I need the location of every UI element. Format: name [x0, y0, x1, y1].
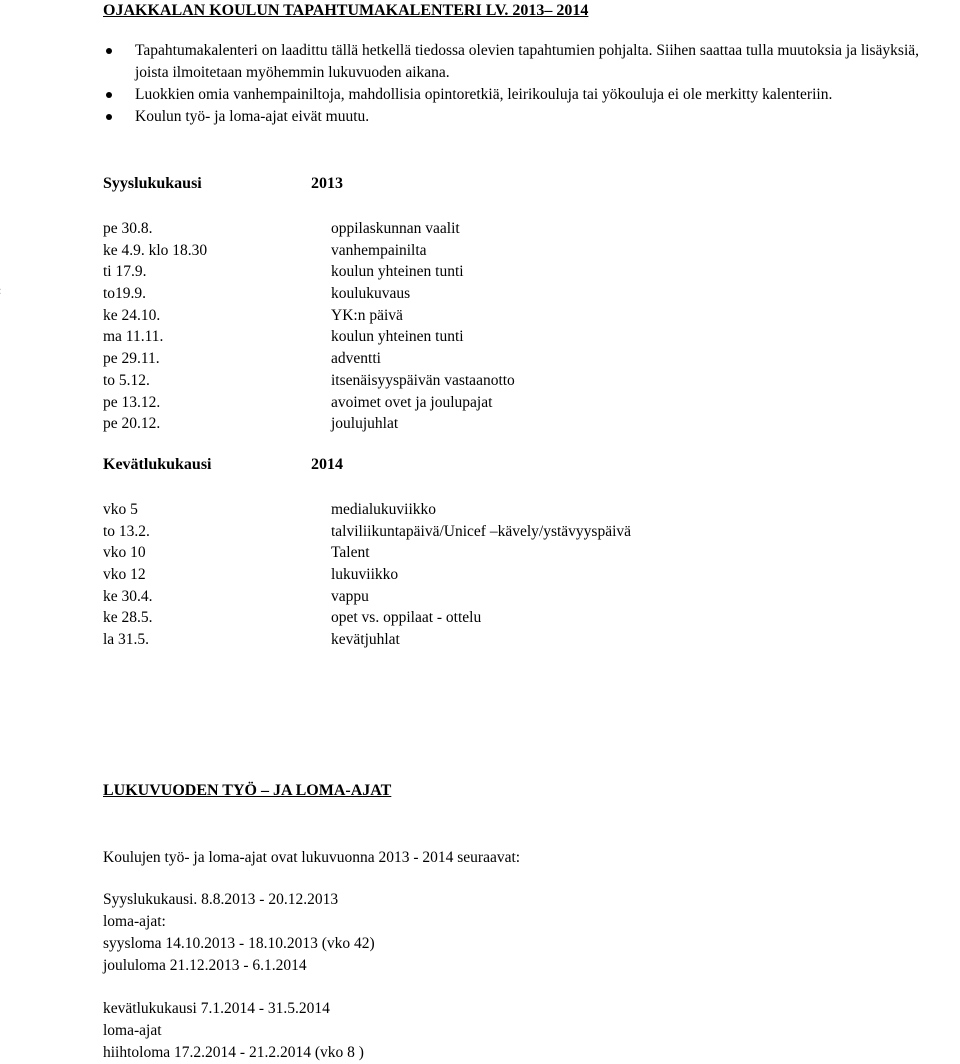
event-date: ke 24.10.: [103, 306, 161, 324]
event-date: pe 30.8.: [103, 220, 153, 237]
bullet-icon: [106, 92, 112, 98]
event-text: kevätjuhlat: [331, 631, 400, 649]
event-text: koulun yhteinen tunti: [331, 263, 464, 281]
spring-year: 2014: [311, 456, 343, 473]
intro-bullet: Luokkien omia vanhempainiltoja, mahdollisia opintoretkiä, leirikouluja tai yökouluja ei ole merkitty kalenteriin.: [103, 84, 943, 106]
spring-term: kevätlukukausi 7.1.2014 - 31.5.2014: [103, 1000, 330, 1017]
event-text: koulukuvaus: [331, 285, 411, 303]
event-date: pe 13.12.: [103, 393, 161, 411]
spring-holidays-label: loma-ajat: [103, 1022, 162, 1039]
event-row: [103, 348, 803, 370]
event-row: [103, 305, 803, 327]
event-row: [103, 413, 803, 435]
event-row: [103, 218, 803, 240]
work-intro: Koulujen työ- ja loma-ajat ovat lukuvuonna 2013 - 2014 seuraavat:: [103, 849, 521, 866]
winter-break: hiihtoloma 17.2.2014 - 21.2.2014 (vko 8 ): [103, 1044, 364, 1061]
event-date: pe 20.12.: [103, 415, 161, 433]
event-date: to 13.2.: [103, 522, 150, 540]
event-row: [103, 607, 803, 629]
event-text: adventti: [331, 350, 381, 368]
intro-bullet-list: [103, 40, 943, 128]
event-row: [103, 261, 803, 283]
event-row: [103, 521, 803, 543]
event-date: vko 5: [103, 501, 138, 518]
event-row: [103, 392, 803, 414]
event-row: [103, 629, 803, 651]
spring-heading: [103, 456, 343, 474]
event-text: itsenäisyyspäivän vastaanotto: [331, 371, 515, 389]
autumn-term: Syyslukukausi. 8.8.2013 - 20.12.2013: [103, 891, 339, 908]
event-text: avoimet ovet ja joulupajat: [331, 393, 493, 411]
autumn-label: Syyslukukausi: [103, 175, 202, 192]
autumn-break: syysloma 14.10.2013 - 18.10.2013 (vko 42): [103, 935, 375, 952]
event-text: vanhempainilta: [331, 241, 427, 259]
event-date: ma 11.11.: [103, 328, 164, 346]
event-date: la 31.5.: [103, 631, 150, 649]
event-text: talviliikuntapäivä/Unicef –kävely/ystävyyspäivä: [331, 522, 632, 540]
event-text: YK:n päivä: [331, 306, 403, 324]
event-row: [103, 499, 803, 521]
event-date: pe 29.11.: [103, 350, 160, 368]
event-date: ke 28.5.: [103, 609, 153, 627]
event-row: [103, 586, 803, 608]
event-text: lukuviikko: [331, 566, 399, 584]
event-text: Talent: [331, 544, 370, 562]
event-row: [103, 283, 803, 305]
margin-mark: [0, 283, 1, 298]
event-row: [103, 370, 803, 392]
work-section-title: LUKUVUODEN TYÖ – JA LOMA-AJAT: [103, 782, 392, 799]
autumn-event-list: [103, 218, 803, 435]
event-text: joulujuhlat: [331, 415, 399, 433]
event-row: [103, 326, 803, 348]
event-date: vko 10: [103, 544, 146, 562]
document-title: OJAKKALAN KOULUN TAPAHTUMAKALENTERI LV. 2013– 2014: [103, 2, 589, 19]
event-row: [103, 542, 803, 564]
event-text: oppilaskunnan vaalit: [331, 220, 460, 237]
event-date: to 5.12.: [103, 371, 150, 389]
event-date: ti 17.9.: [103, 263, 147, 281]
autumn-heading: [103, 175, 343, 193]
spring-event-list: [103, 499, 803, 651]
event-text: medialukuviikko: [331, 501, 437, 518]
intro-bullet: Koulun työ- ja loma-ajat eivät muutu.: [103, 106, 943, 128]
christmas-break: joululoma 21.12.2013 - 6.1.2014: [103, 957, 307, 974]
intro-bullet: Tapahtumakalenteri on laadittu tällä hetkellä tiedossa olevien tapahtumien pohjalta. Siihen saattaa tulla muutoksia ja lisäyksiä, joista ilmoitetaan myöhemmin lukuvuoden aikana.: [103, 40, 943, 84]
event-date: vko 12: [103, 566, 146, 584]
autumn-year: 2013: [311, 175, 343, 192]
autumn-holidays-label: loma-ajat:: [103, 913, 166, 930]
event-date: to19.9.: [103, 285, 147, 303]
spring-label: Kevätlukukausi: [103, 456, 212, 473]
bullet-icon: [106, 114, 112, 120]
event-date: ke 30.4.: [103, 587, 153, 605]
event-text: opet vs. oppilaat - ottelu: [331, 609, 482, 627]
bullet-icon: [106, 48, 112, 54]
event-text: koulun yhteinen tunti: [331, 328, 464, 346]
event-row: [103, 240, 803, 262]
event-text: vappu: [331, 587, 369, 605]
event-date: ke 4.9. klo 18.30: [103, 241, 208, 259]
event-row: [103, 564, 803, 586]
